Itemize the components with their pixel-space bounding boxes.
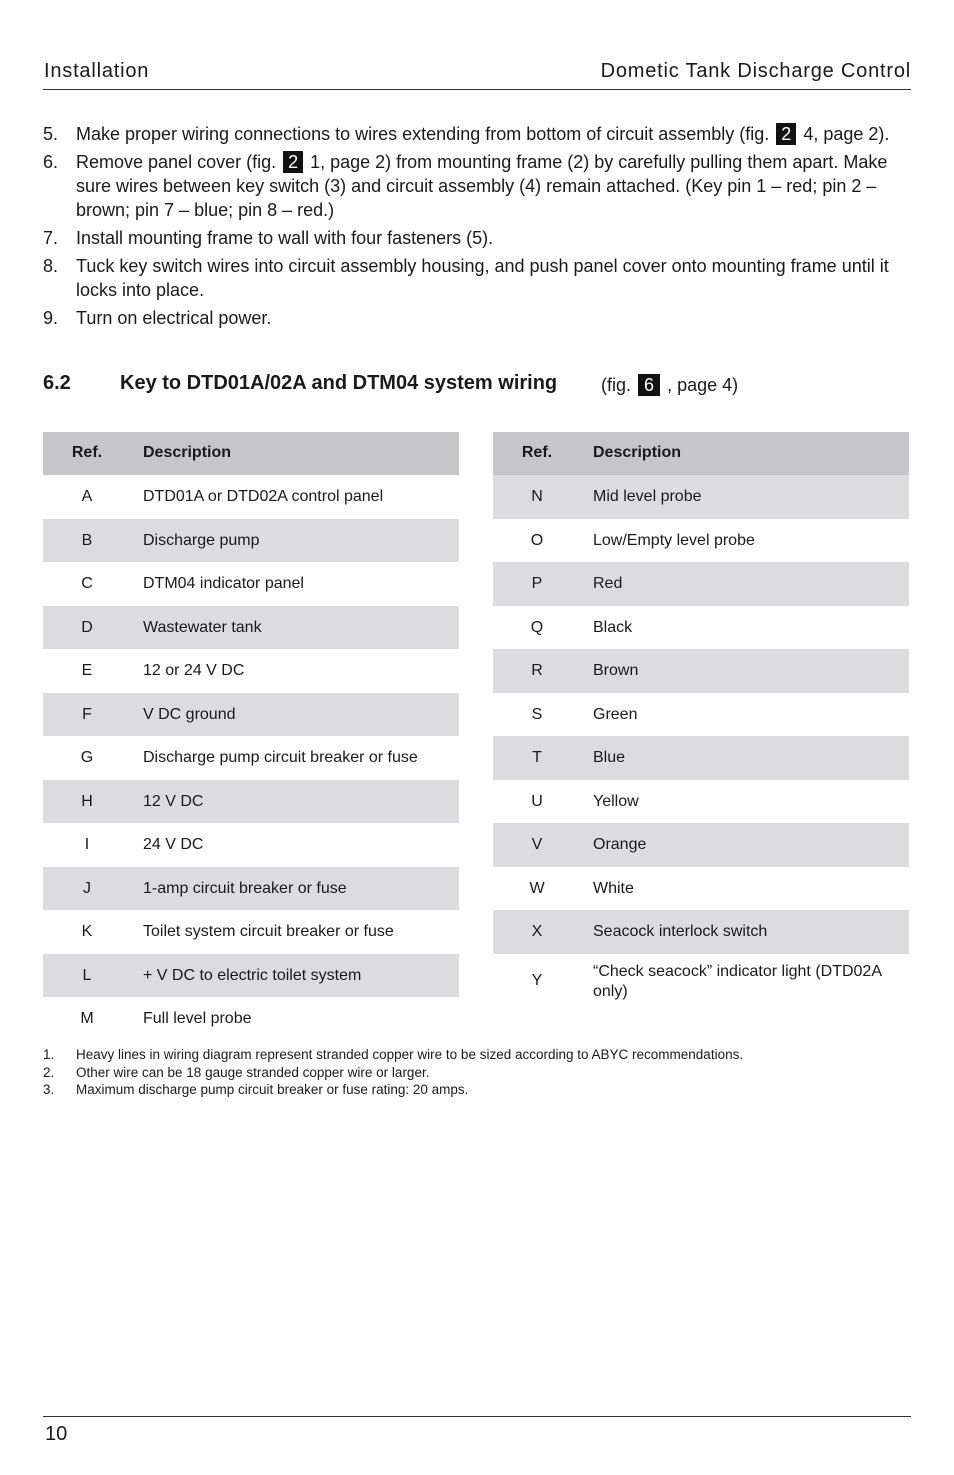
table-row [43, 954, 459, 998]
step-number: 7. [43, 228, 59, 248]
ref-cell: U [531, 792, 543, 810]
table-row [493, 954, 909, 998]
table-row [493, 780, 909, 824]
table-row [43, 780, 459, 824]
step-number: 6. [43, 152, 59, 172]
description-cell: V DC ground [143, 705, 236, 723]
section-figure-reference [601, 374, 738, 396]
footnote-item [43, 1046, 911, 1064]
table-row [493, 867, 909, 911]
description-cell: Low/Empty level probe [593, 531, 755, 549]
step-text: Install mounting frame to wall with four fasteners (5). [76, 228, 494, 248]
description-cell: Black [593, 618, 633, 636]
step-text: Remove panel cover (fig. [76, 152, 282, 172]
table-row [43, 910, 459, 954]
ref-cell: V [531, 836, 543, 853]
ref-cell: Q [530, 618, 544, 636]
description-cell: DTM04 indicator panel [143, 575, 304, 592]
ref-column-header: Ref. [521, 444, 553, 461]
table-row [43, 736, 459, 780]
section-number: 6.2 [43, 372, 71, 394]
ref-cell: R [531, 662, 543, 679]
ref-cell: B [81, 531, 93, 549]
step-number: 9. [43, 308, 59, 328]
table-row [493, 475, 909, 519]
description-column-header: Description [593, 444, 682, 461]
step-item [43, 226, 911, 250]
footnote-item [43, 1064, 911, 1082]
description-cell: 12 V DC [143, 792, 204, 810]
description-cell: “Check seacock” indicator light (DTD02A only) [593, 962, 882, 1000]
figure-reference-badge: 2 [776, 123, 796, 145]
step-text: 4, page 2). [798, 124, 890, 144]
description-cell: 1-amp circuit breaker or fuse [143, 879, 347, 897]
step-text: Turn on electrical power. [76, 308, 272, 328]
ref-cell: F [82, 705, 92, 723]
table-row [43, 649, 459, 693]
ref-cell: W [529, 879, 545, 897]
step-item [43, 306, 911, 330]
ref-cell: M [80, 1010, 94, 1027]
table-header [43, 432, 459, 475]
table-row [43, 867, 459, 911]
footnote-number: 2. [43, 1064, 55, 1080]
footnote-text: Maximum discharge pump circuit breaker or fuse rating: 20 amps. [76, 1082, 469, 1097]
wiring-key-table-left [43, 432, 459, 1041]
step-text: Tuck key switch wires into circuit assembly housing, and push panel cover onto mounting frame until it locks into place. [76, 256, 889, 300]
ref-cell: D [81, 618, 93, 636]
table-row [43, 997, 459, 1041]
description-cell: Mid level probe [593, 488, 702, 505]
installation-steps [43, 122, 911, 334]
step-item [43, 254, 911, 302]
table-row [43, 519, 459, 563]
description-cell: Full level probe [143, 1010, 252, 1027]
footnote-number: 1. [43, 1047, 55, 1062]
figure-ref-suffix: , page 4) [667, 375, 739, 395]
table-row [493, 736, 909, 780]
table-row [43, 823, 459, 867]
ref-cell: E [81, 662, 93, 679]
table-header [493, 432, 909, 475]
figure-ref-prefix: (fig. [601, 375, 632, 395]
ref-cell: N [531, 488, 543, 505]
ref-cell: K [81, 923, 93, 940]
description-cell: Orange [593, 836, 647, 853]
ref-cell: S [531, 705, 543, 723]
header-section-title: Installation [44, 60, 150, 82]
description-cell: DTD01A or DTD02A control panel [143, 488, 384, 505]
table-row [43, 475, 459, 519]
description-cell: White [593, 879, 634, 897]
table-row [493, 693, 909, 737]
description-cell: Discharge pump [143, 531, 260, 549]
page-footer [43, 1416, 911, 1445]
ref-cell: Y [531, 971, 543, 989]
description-cell: 12 or 24 V DC [143, 662, 245, 679]
ref-cell: A [81, 488, 93, 505]
footnote-text: Heavy lines in wiring diagram represent stranded copper wire to be sized according to ABYC recommendations. [76, 1047, 744, 1062]
section-title: Key to DTD01A/02A and DTM04 system wiring [120, 372, 558, 394]
footnote-text: Other wire can be 18 gauge stranded copper wire or larger. [76, 1064, 430, 1080]
ref-cell: J [83, 879, 91, 897]
table-row [43, 562, 459, 606]
description-cell: Green [593, 705, 638, 723]
step-number: 8. [43, 256, 59, 276]
ref-cell: H [81, 792, 93, 810]
footnote-number: 3. [43, 1082, 55, 1097]
description-cell: Yellow [593, 792, 639, 810]
figure-reference-badge: 6 [638, 374, 660, 396]
description-cell: Toilet system circuit breaker or fuse [143, 923, 394, 940]
table-row [493, 562, 909, 606]
wiring-key-table-right [493, 432, 909, 1000]
description-cell: + V DC to electric toilet system [143, 966, 362, 984]
table-row [493, 649, 909, 693]
footnotes [43, 1046, 911, 1099]
section-heading [43, 372, 911, 400]
ref-cell: G [80, 749, 94, 766]
step-text: Make proper wiring connections to wires extending from bottom of circuit assembly (fig. [76, 124, 775, 144]
description-cell: Discharge pump circuit breaker or fuse [143, 749, 418, 766]
ref-cell: L [82, 966, 92, 984]
description-cell: Brown [593, 662, 639, 679]
ref-column-header: Ref. [71, 444, 103, 461]
ref-cell: X [531, 923, 543, 940]
ref-cell: I [84, 836, 90, 853]
step-number: 5. [43, 124, 59, 144]
description-cell: Wastewater tank [143, 618, 262, 636]
page-number: 10 [45, 1423, 68, 1445]
table-row [493, 519, 909, 563]
ref-cell: C [81, 575, 93, 592]
description-cell: Seacock interlock switch [593, 923, 768, 940]
table-row [493, 823, 909, 867]
table-row [43, 693, 459, 737]
ref-cell: T [532, 749, 542, 766]
ref-cell: P [531, 575, 543, 592]
step-text: 1, page 2) from mounting frame (2) by carefully pulling them apart. Make sure wires between key switch (3) and circuit assembly (4) remain attached. (Key pin 1 – red; pin 2 – brown; pin 7 – blue; pin 8 – red.) [76, 152, 888, 220]
table-row [493, 606, 909, 650]
description-cell: Red [593, 575, 623, 592]
ref-cell: O [530, 531, 544, 549]
table-row [43, 606, 459, 650]
header-document-title: Dometic Tank Discharge Control [600, 60, 911, 82]
step-item [43, 122, 911, 146]
footnote-item [43, 1081, 911, 1099]
table-row [493, 910, 909, 954]
description-column-header: Description [143, 444, 232, 461]
page-header [43, 58, 911, 90]
step-item [43, 150, 911, 222]
figure-reference-badge: 2 [283, 151, 303, 173]
description-cell: 24 V DC [143, 836, 204, 853]
description-cell: Blue [593, 749, 626, 766]
